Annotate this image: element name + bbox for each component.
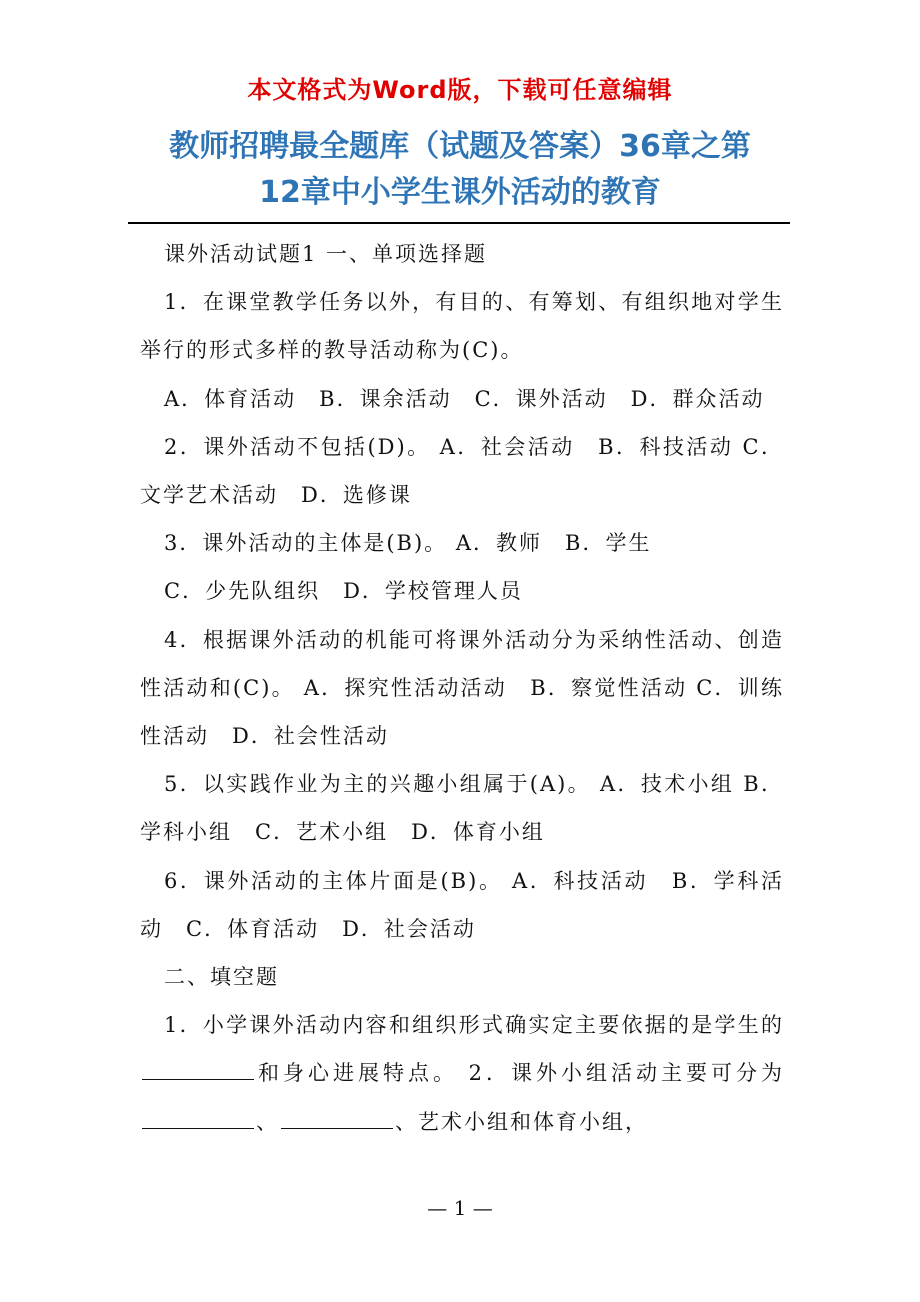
fill-text: 和身心进展特点。 2．课外小组活动主要可分为 bbox=[256, 1061, 784, 1086]
paragraph: 3．课外活动的主体是(B)。 A．教师 B．学生 bbox=[164, 531, 652, 556]
paragraph: 二、填空题 bbox=[164, 965, 279, 990]
answer-blank bbox=[142, 1127, 254, 1129]
paragraph: C．少先队组织 D．学校管理人员 bbox=[164, 579, 523, 604]
paragraph: 2．课外活动不包括(D)。 A．社会活动 B．科技活动 C．文学艺术活动 D．选修课 bbox=[140, 434, 784, 508]
paragraph: 5．以实践作业为主的兴趣小组属于(A)。 A．技术小组 B．学科小组 C．艺术小组 D．体育小组 bbox=[140, 772, 784, 845]
document-body bbox=[140, 230, 784, 1146]
fill-text: 1．小学课外活动内容和组织形式确实定主要依据的是学生的 bbox=[164, 1013, 784, 1038]
fill-blank-paragraph bbox=[140, 1001, 784, 1146]
answer-blank bbox=[281, 1127, 393, 1129]
fill-text: 、艺术小组和体育小组， bbox=[395, 1109, 648, 1134]
page-number: — 1 — bbox=[427, 1196, 493, 1220]
paragraph: 1．在课堂教学任务以外，有目的、有筹划、有组织地对学生举行的形式多样的教导活动称为(C)。 bbox=[140, 290, 784, 363]
title-divider bbox=[128, 222, 790, 224]
paragraph: 6．课外活动的主体片面是(B)。 A．科技活动 B．学科活动 C．体育活动 D．社会活动 bbox=[140, 868, 784, 941]
paragraph: 课外活动试题1 一、单项选择题 bbox=[164, 242, 488, 266]
document-title-line-2: 12章中小学生课外活动的教育 bbox=[259, 175, 661, 210]
fill-text: 、 bbox=[256, 1109, 279, 1134]
download-notice: 本文格式为Word版，下载可任意编辑 bbox=[247, 76, 673, 104]
paragraph: A．体育活动 B．课余活动 C．课外活动 D．群众活动 bbox=[164, 386, 765, 411]
answer-blank bbox=[142, 1078, 254, 1080]
document-title-line-1: 教师招聘最全题库（试题及答案）36章之第 bbox=[169, 129, 751, 164]
paragraph: 4．根据课外活动的机能可将课外活动分为采纳性活动、创造性活动和(C)。 A．探究性活动活动 B．察觉性活动 C．训练性活动 D．社会性活动 bbox=[140, 627, 784, 749]
